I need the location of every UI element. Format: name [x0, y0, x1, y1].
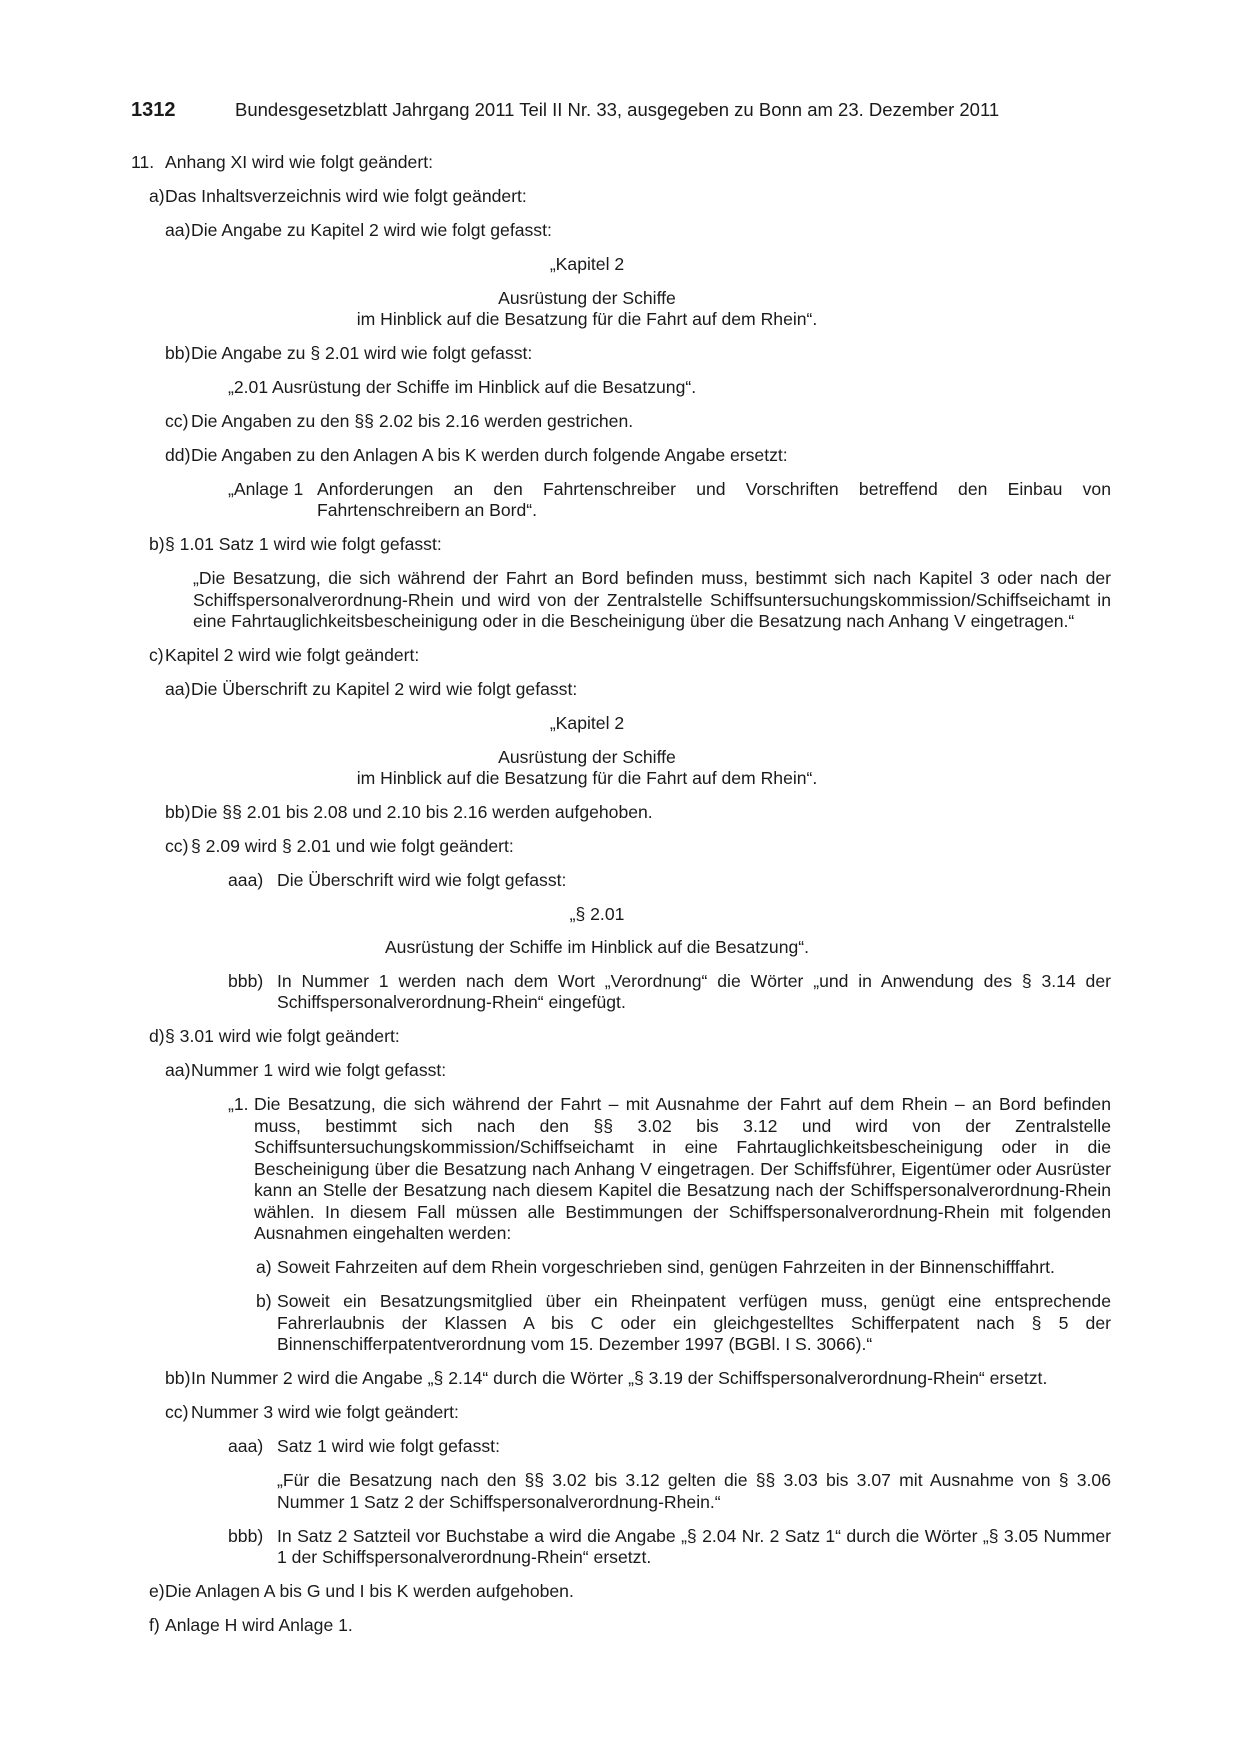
item-text: Die Angabe zu § 2.01 wird wie folgt gefasst: [191, 342, 533, 363]
item-d-bb [131, 1368, 1111, 1390]
item-c-aa [131, 679, 1111, 701]
item-c-bb [131, 802, 1111, 824]
item-a-dd [131, 445, 1111, 467]
item-label: bb) [165, 342, 191, 363]
quote-section-title: „§ 2.01 [569, 903, 625, 924]
item-label: 11. [131, 152, 155, 172]
item-text: Die Anlagen A bis G und I bis K werden aufgehoben. [165, 1581, 574, 1601]
exception-text: Soweit Fahrzeiten auf dem Rhein vorgeschrieben sind, genügen Fahrzeiten in der Binnenschifffahrt. [277, 1257, 1055, 1277]
quote-chapter-subtitle: Ausrüstung der Schiffe [498, 287, 676, 308]
item-label: c) [149, 645, 164, 665]
item-text: Die §§ 2.01 bis 2.08 und 2.10 bis 2.16 werden aufgehoben. [191, 801, 653, 822]
document-body [131, 152, 1111, 1649]
quote-number-label: „1. [228, 1094, 249, 1114]
quote-chapter-title: „Kapitel 2 [549, 254, 625, 274]
item-d-aa [131, 1060, 1111, 1082]
item-text: § 3.01 wird wie folgt geändert: [165, 1026, 400, 1046]
item-label: aaa) [228, 1436, 264, 1456]
item-d-cc [131, 1402, 1111, 1424]
item-text: Die Angabe zu Kapitel 2 wird wie folgt gefasst: [191, 220, 552, 240]
item-label: bb) [165, 1368, 191, 1388]
item-d-cc-bbb [131, 1526, 1111, 1569]
item-a-bb [131, 343, 1111, 365]
item-label: bbb) [228, 970, 264, 991]
item-f [131, 1615, 1111, 1637]
item-text: Die Angaben zu den Anlagen A bis K werden durch folgende Angabe ersetzt: [191, 444, 788, 465]
item-text: Die Überschrift wird wie folgt gefasst: [277, 869, 567, 890]
item-label: a) [149, 186, 165, 206]
exception-label: b) [256, 1291, 272, 1311]
item-label: bb) [165, 801, 191, 822]
item-text: Die Angaben zu den §§ 2.02 bis 2.16 werden gestrichen. [191, 410, 634, 431]
annex-text: Anforderungen an den Fahrtenschreiber und Vorschriften betreffend den Einbau von Fahrtenschreibern an Bord“. [317, 478, 1111, 520]
item-label: aa) [165, 220, 191, 240]
quote-chapter-subtitle: Ausrüstung der Schiffe [498, 746, 676, 767]
item-text: § 2.09 wird § 2.01 und wie folgt geändert: [191, 835, 514, 856]
quote-toc-entry: „2.01 Ausrüstung der Schiffe im Hinblick auf die Besatzung“. [228, 376, 697, 397]
quote-exception-b [256, 1291, 1111, 1356]
item-11 [131, 152, 1111, 174]
item-text: In Nummer 1 werden nach dem Wort „Verordnung“ die Wörter „und in Anwendung des § 3.14 der Schiffspersonalverordnung-Rhein“ eingefügt. [277, 970, 1111, 1012]
quote-paragraph: „Die Besatzung, die sich während der Fahrt an Bord befinden muss, bestimmt sich nach Kapitel 3 oder nach der Schiffspersonalverordnung-Rhein und wird von der Zentralstelle Schiffsuntersuchungskommission/Schiffseichamt in eine Fahrtauglichkeitsbescheinigung oder in die Bescheinigung über die Besatzung nach Anhang V eingetragen.“ [193, 568, 1111, 631]
item-c [131, 645, 1111, 667]
page-header [131, 98, 1111, 122]
item-e [131, 1581, 1111, 1603]
item-label: f) [149, 1615, 160, 1635]
item-a [131, 186, 1111, 208]
quote-annex-entry [228, 479, 1111, 522]
quote-sentence: „Für die Besatzung nach den §§ 3.02 bis 3.12 gelten die §§ 3.03 bis 3.07 mit Ausnahme von § 3.06 Nummer 1 Satz 2 der Schiffspersonalverordnung-Rhein.“ [277, 1470, 1111, 1512]
item-label: d) [149, 1026, 165, 1046]
item-d [131, 1026, 1111, 1048]
item-b [131, 534, 1111, 556]
item-text: Nummer 1 wird wie folgt gefasst: [191, 1060, 447, 1080]
item-a-cc [131, 411, 1111, 433]
item-text: § 1.01 Satz 1 wird wie folgt gefasst: [165, 534, 442, 554]
item-label: aaa) [228, 869, 264, 890]
quote-chapter-subtitle: im Hinblick auf die Besatzung für die Fahrt auf dem Rhein“. [356, 768, 818, 788]
item-text: Satz 1 wird wie folgt gefasst: [277, 1436, 500, 1456]
annex-label: „Anlage 1 [228, 478, 304, 499]
item-d-cc-aaa [131, 1436, 1111, 1458]
quote-chapter-title: „Kapitel 2 [549, 713, 625, 733]
item-label: b) [149, 534, 165, 554]
exception-text: Soweit ein Besatzungsmitglied über ein Rheinpatent verfügen muss, genügt eine entsprechende Fahrerlaubnis der Klassen A bis C oder ein gleichgestelltes Schifferpatent nach § 5 der Binnenschifferpatentverordnung vom 15. Dezember 1997 (BGBl. I S. 3066).“ [277, 1291, 1111, 1354]
item-c-cc-aaa [131, 870, 1111, 892]
item-text: Anhang XI wird wie folgt geändert: [165, 152, 433, 172]
quote-chapter-subtitle: im Hinblick auf die Besatzung für die Fahrt auf dem Rhein“. [356, 309, 818, 329]
item-a-aa [131, 220, 1111, 242]
item-label: aa) [165, 1060, 191, 1080]
item-c-cc-bbb [131, 971, 1111, 1014]
item-label: dd) [165, 444, 191, 465]
item-text: Anlage H wird Anlage 1. [165, 1615, 353, 1635]
item-label: cc) [165, 1402, 189, 1422]
item-text: Nummer 3 wird wie folgt geändert: [191, 1402, 459, 1422]
quote-exception-a [256, 1257, 1111, 1279]
item-text: In Satz 2 Satzteil vor Buchstabe a wird die Angabe „§ 2.04 Nr. 2 Satz 1“ durch die Wörter „§ 3.05 Nummer 1 der Schiffspersonalverordnung-Rhein“ ersetzt. [277, 1525, 1111, 1567]
item-c-cc [131, 836, 1111, 858]
quote-number-1 [228, 1094, 1111, 1245]
item-text: Kapitel 2 wird wie folgt geändert: [165, 645, 420, 665]
quote-number-text: Die Besatzung, die sich während der Fahrt – mit Ausnahme der Fahrt auf dem Rhein – an Bord befinden muss, bestimmt sich nach den §§ 3.02 bis 3.12 und wird von der Zentralstelle Schiffsuntersuchungskommission/Schiffseichamt in eine Fahrtauglichkeitsbescheinigung oder in die Bescheinigung über die Besatzung nach Anhang V eingetragen. Der Schiffsführer, Eigentümer oder Ausrüster kann an Stelle der Besatzung nach diesem Kapitel die Besatzung nach der Schiffspersonalverordnung-Rhein wählen. In diesem Fall müssen alle Bestimmungen der Schiffspersonalverordnung-Rhein mit folgenden Ausnahmen eingehalten werden: [254, 1094, 1111, 1243]
page-number: 1312 [131, 99, 176, 121]
item-text: Das Inhaltsverzeichnis wird wie folgt geändert: [165, 186, 527, 206]
item-text: In Nummer 2 wird die Angabe „§ 2.14“ durch die Wörter „§ 3.19 der Schiffspersonalverordnung-Rhein“ ersetzt. [191, 1368, 1048, 1388]
item-label: cc) [165, 835, 189, 856]
quote-section-subtitle: Ausrüstung der Schiffe im Hinblick auf die Besatzung“. [384, 937, 810, 957]
item-label: e) [149, 1581, 165, 1601]
item-label: aa) [165, 679, 191, 699]
exception-label: a) [256, 1257, 272, 1277]
item-label: cc) [165, 410, 189, 431]
gazette-title: Bundesgesetzblatt Jahrgang 2011 Teil II Nr. 33, ausgegeben zu Bonn am 23. Dezember 2011 [235, 99, 1000, 120]
item-text: Die Überschrift zu Kapitel 2 wird wie folgt gefasst: [191, 679, 578, 699]
item-label: bbb) [228, 1525, 264, 1546]
